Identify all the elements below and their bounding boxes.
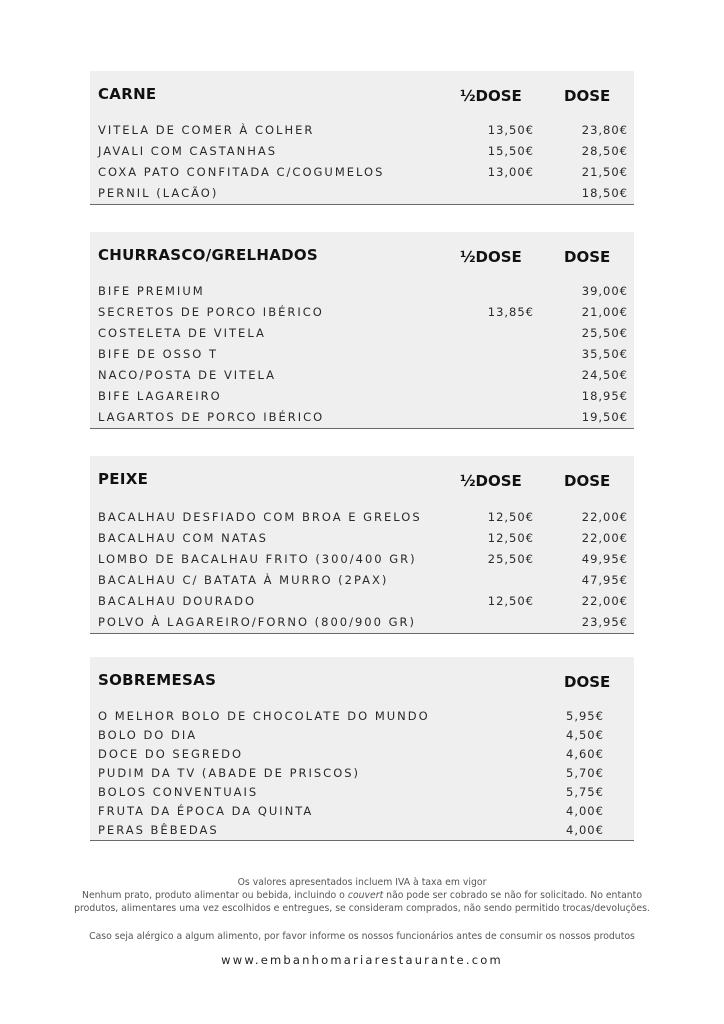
dose-price: 19,50€ (581, 410, 628, 424)
item-name: O MELHOR BOLO DE CHOCOLATE DO MUNDO (98, 709, 430, 723)
menu-item (90, 386, 634, 407)
dose-price: 21,50€ (581, 165, 628, 179)
menu-item (90, 183, 634, 204)
menu-item (90, 591, 634, 612)
menu-item (90, 507, 634, 528)
section-title: CHURRASCO/GRELHADOS (98, 246, 319, 264)
dose-price: 35,50€ (581, 347, 628, 361)
dose-price: 4,00€ (566, 823, 604, 837)
half-dose-price: 13,00€ (487, 165, 534, 179)
item-name: BIFE DE OSSO T (98, 347, 218, 361)
dose-price: 18,95€ (581, 389, 628, 403)
dose-header: DOSE (564, 472, 611, 490)
couvert-word: couvert (347, 890, 384, 901)
item-name: BOLO DO DIA (98, 728, 198, 742)
dose-price: 22,00€ (581, 510, 628, 524)
half-dose-header: ½DOSE (460, 472, 522, 490)
dose-price: 47,95€ (581, 573, 628, 587)
menu-item (90, 323, 634, 344)
section-carne (90, 71, 634, 205)
item-name: COSTELETA DE VITELA (98, 326, 266, 340)
dose-price: 4,60€ (566, 747, 604, 761)
menu-item (90, 365, 634, 386)
half-dose-price: 12,50€ (487, 510, 534, 524)
menu-item (90, 407, 634, 428)
dose-price: 5,95€ (566, 709, 604, 723)
dose-price: 22,00€ (581, 531, 628, 545)
item-name: BACALHAU DOURADO (98, 594, 257, 608)
section-header (90, 232, 634, 280)
section-title: PEIXE (98, 470, 149, 488)
half-dose-price: 13,85€ (487, 305, 534, 319)
legal-notice (0, 876, 724, 915)
menu-item (90, 570, 634, 591)
couvert-notice-text: Nenhum prato, produto alimentar ou bebida, incluindo o (81, 890, 348, 901)
section-title: SOBREMESAS (98, 671, 217, 689)
dose-price: 24,50€ (581, 368, 628, 382)
section-churrasco (90, 232, 634, 429)
dose-price: 23,95€ (581, 615, 628, 629)
dose-price: 21,00€ (581, 305, 628, 319)
menu-item (90, 612, 634, 633)
dose-price: 4,50€ (566, 728, 604, 742)
item-name: VITELA DE COMER À COLHER (98, 123, 315, 137)
menu-item (90, 120, 634, 141)
item-name: SECRETOS DE PORCO IBÉRICO (98, 305, 324, 319)
menu-item (90, 745, 634, 764)
half-dose-price: 12,50€ (487, 594, 534, 608)
item-name: BIFE LAGAREIRO (98, 389, 222, 403)
item-name: JAVALI COM CASTANHAS (98, 144, 278, 158)
couvert-notice (0, 889, 724, 902)
menu-item (90, 821, 634, 840)
item-name: BOLOS CONVENTUAIS (98, 785, 259, 799)
item-name: BACALHAU DESFIADO COM BROA E GRELOS (98, 510, 422, 524)
half-dose-header: ½DOSE (460, 87, 522, 105)
item-name: BACALHAU C/ BATATA À MURRO (2PAX) (98, 573, 389, 587)
dose-price: 23,80€ (581, 123, 628, 137)
item-name: POLVO À LAGAREIRO/FORNO (800/900 GR) (98, 615, 416, 629)
section-peixe (90, 456, 634, 634)
half-dose-price: 12,50€ (487, 531, 534, 545)
dose-price: 25,50€ (581, 326, 628, 340)
menu-item (90, 726, 634, 745)
menu-item (90, 528, 634, 549)
section-sobremesas (90, 657, 634, 841)
menu-item (90, 802, 634, 821)
item-name: LOMBO DE BACALHAU FRITO (300/400 GR) (98, 552, 417, 566)
item-name: NACO/POSTA DE VITELA (98, 368, 277, 382)
half-dose-header: ½DOSE (460, 248, 522, 266)
section-header (90, 71, 634, 119)
half-dose-price: 13,50€ (487, 123, 534, 137)
dose-price: 5,75€ (566, 785, 604, 799)
allergy-text: Caso seja alérgico a algum alimento, por favor informe os nossos funcionários antes de consumir os nossos produtos (89, 931, 635, 942)
menu-item (90, 344, 634, 365)
dose-price: 18,50€ (581, 186, 628, 200)
allergy-notice (0, 930, 724, 943)
item-name: COXA PATO CONFITADA C/COGUMELOS (98, 165, 385, 179)
returns-notice: produtos, alimentares uma vez escolhidos e entregues, se consideram comprados, não sendo permitido trocas/devoluções. (74, 903, 650, 914)
item-name: PUDIM DA TV (ABADE DE PRISCOS) (98, 766, 361, 780)
dose-price: 4,00€ (566, 804, 604, 818)
vat-notice: Os valores apresentados incluem IVA à taxa em vigor (237, 877, 487, 888)
item-name: BIFE PREMIUM (98, 284, 205, 298)
website-link[interactable]: www.embanhomariarestaurante.com (221, 953, 503, 967)
menu-item (90, 281, 634, 302)
menu-item (90, 141, 634, 162)
menu-item (90, 707, 634, 726)
menu-item (90, 549, 634, 570)
item-name: FRUTA DA ÉPOCA DA QUINTA (98, 804, 314, 818)
item-name: LAGARTOS DE PORCO IBÉRICO (98, 410, 325, 424)
dose-price: 5,70€ (566, 766, 604, 780)
dose-price: 28,50€ (581, 144, 628, 158)
section-header (90, 456, 634, 504)
menu-item (90, 783, 634, 802)
section-title: CARNE (98, 85, 157, 103)
dose-header: DOSE (564, 87, 611, 105)
menu-item (90, 162, 634, 183)
item-name: BACALHAU COM NATAS (98, 531, 268, 545)
item-name: DOCE DO SEGREDO (98, 747, 244, 761)
menu-item (90, 764, 634, 783)
dose-price: 22,00€ (581, 594, 628, 608)
item-name: PERNIL (LACÃO) (98, 186, 219, 200)
half-dose-price: 15,50€ (487, 144, 534, 158)
dose-header: DOSE (564, 673, 611, 691)
dose-price: 49,95€ (581, 552, 628, 566)
couvert-notice-text-end: não pode ser cobrado se não for solicitado. No entanto (383, 890, 643, 901)
dose-header: DOSE (564, 248, 611, 266)
dose-price: 39,00€ (581, 284, 628, 298)
item-name: PERAS BÊBEDAS (98, 823, 219, 837)
half-dose-price: 25,50€ (487, 552, 534, 566)
menu-item (90, 302, 634, 323)
section-header (90, 657, 634, 705)
